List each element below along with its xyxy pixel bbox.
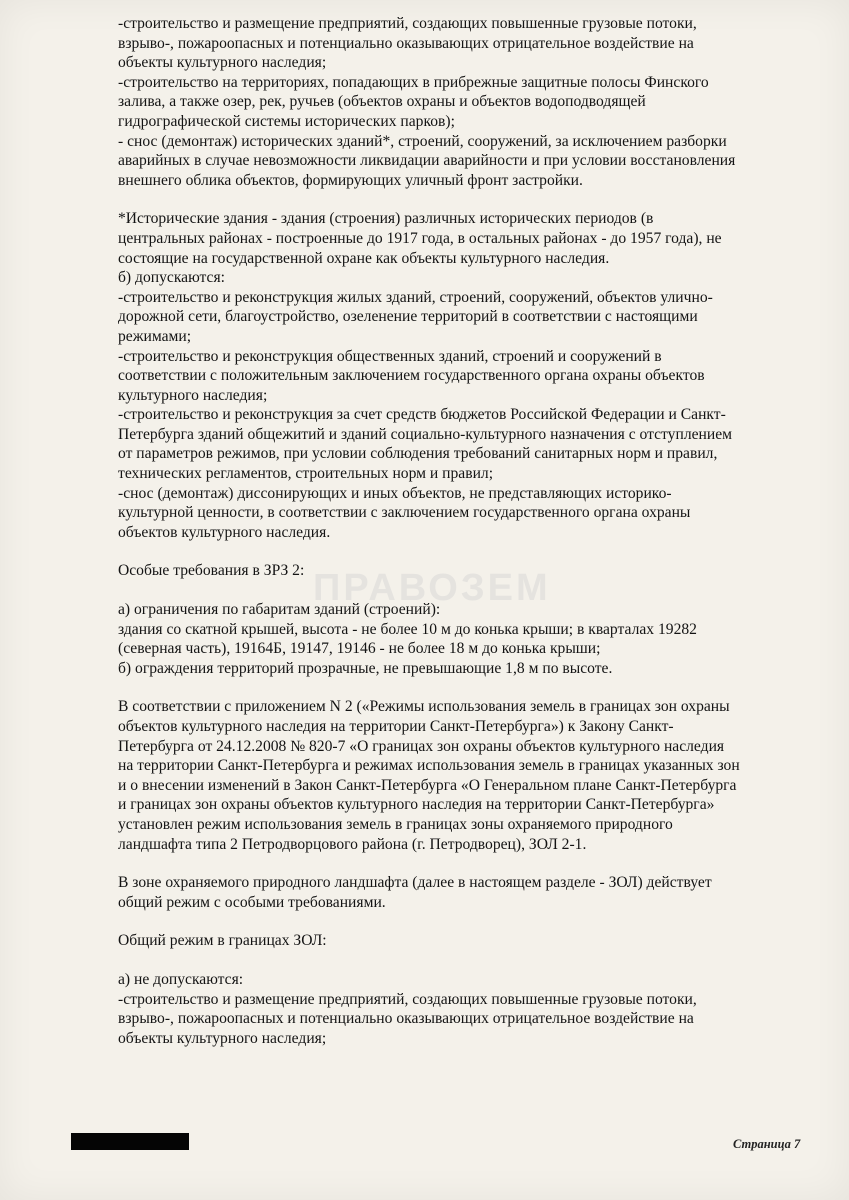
text-line: взрыво-, пожароопасных и потенциально оказывающих отрицательное воздействие на [118, 1010, 694, 1028]
text-line: -строительство и размещение предприятий, создающих повышенные грузовые потоки, [118, 990, 697, 1008]
text-line: общий режим с особыми требованиями. [118, 893, 386, 911]
text-line: здания со скатной крышей, высота - не более 10 м до конька крыши; в кварталах 19282 [118, 620, 697, 638]
watermark: ПРАВОЗЕМ [313, 567, 551, 609]
text-line: объектов культурного наследия. [118, 523, 331, 541]
text-line: центральных районах - построенные до 1917 года, в остальных районах - до 1957 года), не [118, 229, 722, 247]
text-line: внешнего облика объектов, формирующих уличный фронт застройки. [118, 171, 583, 189]
text-line: взрыво-, пожароопасных и потенциально оказывающих отрицательное воздействие на [118, 34, 694, 52]
text-line: культурной ценности, в соответствии с заключением государственного органа охраны [118, 504, 691, 522]
text-line: Петербурга зданий общежитий и зданий социально-культурного назначения с отступлением [118, 425, 732, 443]
text-line: режимами; [118, 327, 192, 345]
text-line: объектов культурного наследия на территории Санкт-Петербурга») к Закону Санкт- [118, 718, 674, 735]
text-line: культурного наследия; [118, 386, 268, 404]
paragraph-gap [118, 951, 808, 970]
text-line: а) не допускаются: [118, 970, 244, 988]
text-line: состоящие на государственной охране как объекты культурного наследия. [118, 249, 610, 267]
page-number: Страница 7 [733, 1137, 801, 1151]
text-line: В соответствии с приложением N 2 («Режимы использования земель в границах зон охраны [118, 698, 730, 716]
document-body [118, 14, 808, 1048]
text-line: соответствии с положительным заключением государственного органа охраны объектов [118, 367, 705, 385]
text-line: -строительство и реконструкция за счет средств бюджетов Российской Федерации и Санкт- [118, 406, 726, 424]
text-line: установлен режим использования земель в границах зоны охраняемого природного [118, 815, 673, 833]
text-line: -строительство и реконструкция общественных зданий, строений и сооружений в [118, 347, 662, 365]
text-line: -строительство и реконструкция жилых зданий, строений, сооружений, объектов улично- [118, 288, 713, 306]
paragraph-gap [118, 542, 808, 561]
text-line: от параметров режимов, при условии соблюдения требований санитарных норм и правил, [118, 445, 718, 463]
text-line: и о внесении изменений в Закон Санкт-Петербурга «О Генеральном плане Санкт-Петербурга [118, 776, 737, 794]
text-line: Петербурга от 24.12.2008 № 820-7 «О границах зон охраны объектов культурного наследия [118, 737, 725, 755]
redaction-bar [71, 1133, 189, 1150]
paragraph-gap [118, 912, 808, 931]
paragraph [118, 600, 808, 678]
text-line: технических регламентов, строительных норм и правил; [118, 465, 494, 483]
paragraph [118, 697, 808, 854]
paragraph [118, 931, 808, 951]
text-line: аварийных в случае невозможности ликвидации аварийности и при условии восстановления [118, 152, 736, 170]
paragraph-gap [118, 854, 808, 873]
text-line: б) допускаются: [118, 269, 225, 287]
text-line: -строительство и размещение предприятий, создающих повышенные грузовые потоки, [118, 15, 697, 32]
text-line: б) ограждения территорий прозрачные, не превышающие 1,8 м по высоте. [118, 659, 613, 677]
text-line: *Исторические здания - здания (строения) различных исторических периодов (в [118, 210, 654, 228]
text-line: объекты культурного наследия; [118, 54, 327, 72]
text-line: Общий режим в границах ЗОЛ: [118, 932, 327, 950]
text-line: - снос (демонтаж) исторических зданий*, строений, сооружений, за исключением разборки [118, 132, 727, 150]
text-line: (северная часть), 19164Б, 19147, 19146 - не более 18 м до конька крыши; [118, 640, 601, 658]
text-line: Особые требования в ЗРЗ 2: [118, 562, 305, 580]
text-line: а) ограничения по габаритам зданий (строений): [118, 601, 441, 619]
text-line: -снос (демонтаж) диссонирующих и иных объектов, не представляющих историко- [118, 484, 672, 502]
paragraph [118, 873, 808, 912]
text-line: объекты культурного наследия; [118, 1029, 327, 1047]
text-line: дорожной сети, благоустройство, озеленение территорий в соответствии с настоящими [118, 308, 698, 326]
paragraph-gap [118, 190, 808, 209]
text-line: на территории Санкт-Петербурга и режимах использования земель в границах указанных зон [118, 757, 740, 775]
text-line: ландшафта типа 2 Петродворцового района (г. Петродворец), ЗОЛ 2-1. [118, 835, 587, 853]
paragraph [118, 209, 808, 542]
paragraph-gap [118, 678, 808, 697]
paragraph [118, 14, 808, 190]
text-line: гидрографической системы исторических парков); [118, 112, 455, 130]
text-line: залива, а также озер, рек, ручьев (объектов охраны и объектов водоподводящей [118, 93, 646, 111]
text-line: и границах зон охраны объектов культурного наследия на территории Санкт-Петербурга» [118, 796, 715, 814]
paragraph [118, 970, 808, 1048]
text-line: -строительство на территориях, попадающих в прибрежные защитные полосы Финского [118, 73, 709, 91]
text-line: В зоне охраняемого природного ландшафта (далее в настоящем разделе - ЗОЛ) действует [118, 874, 712, 892]
